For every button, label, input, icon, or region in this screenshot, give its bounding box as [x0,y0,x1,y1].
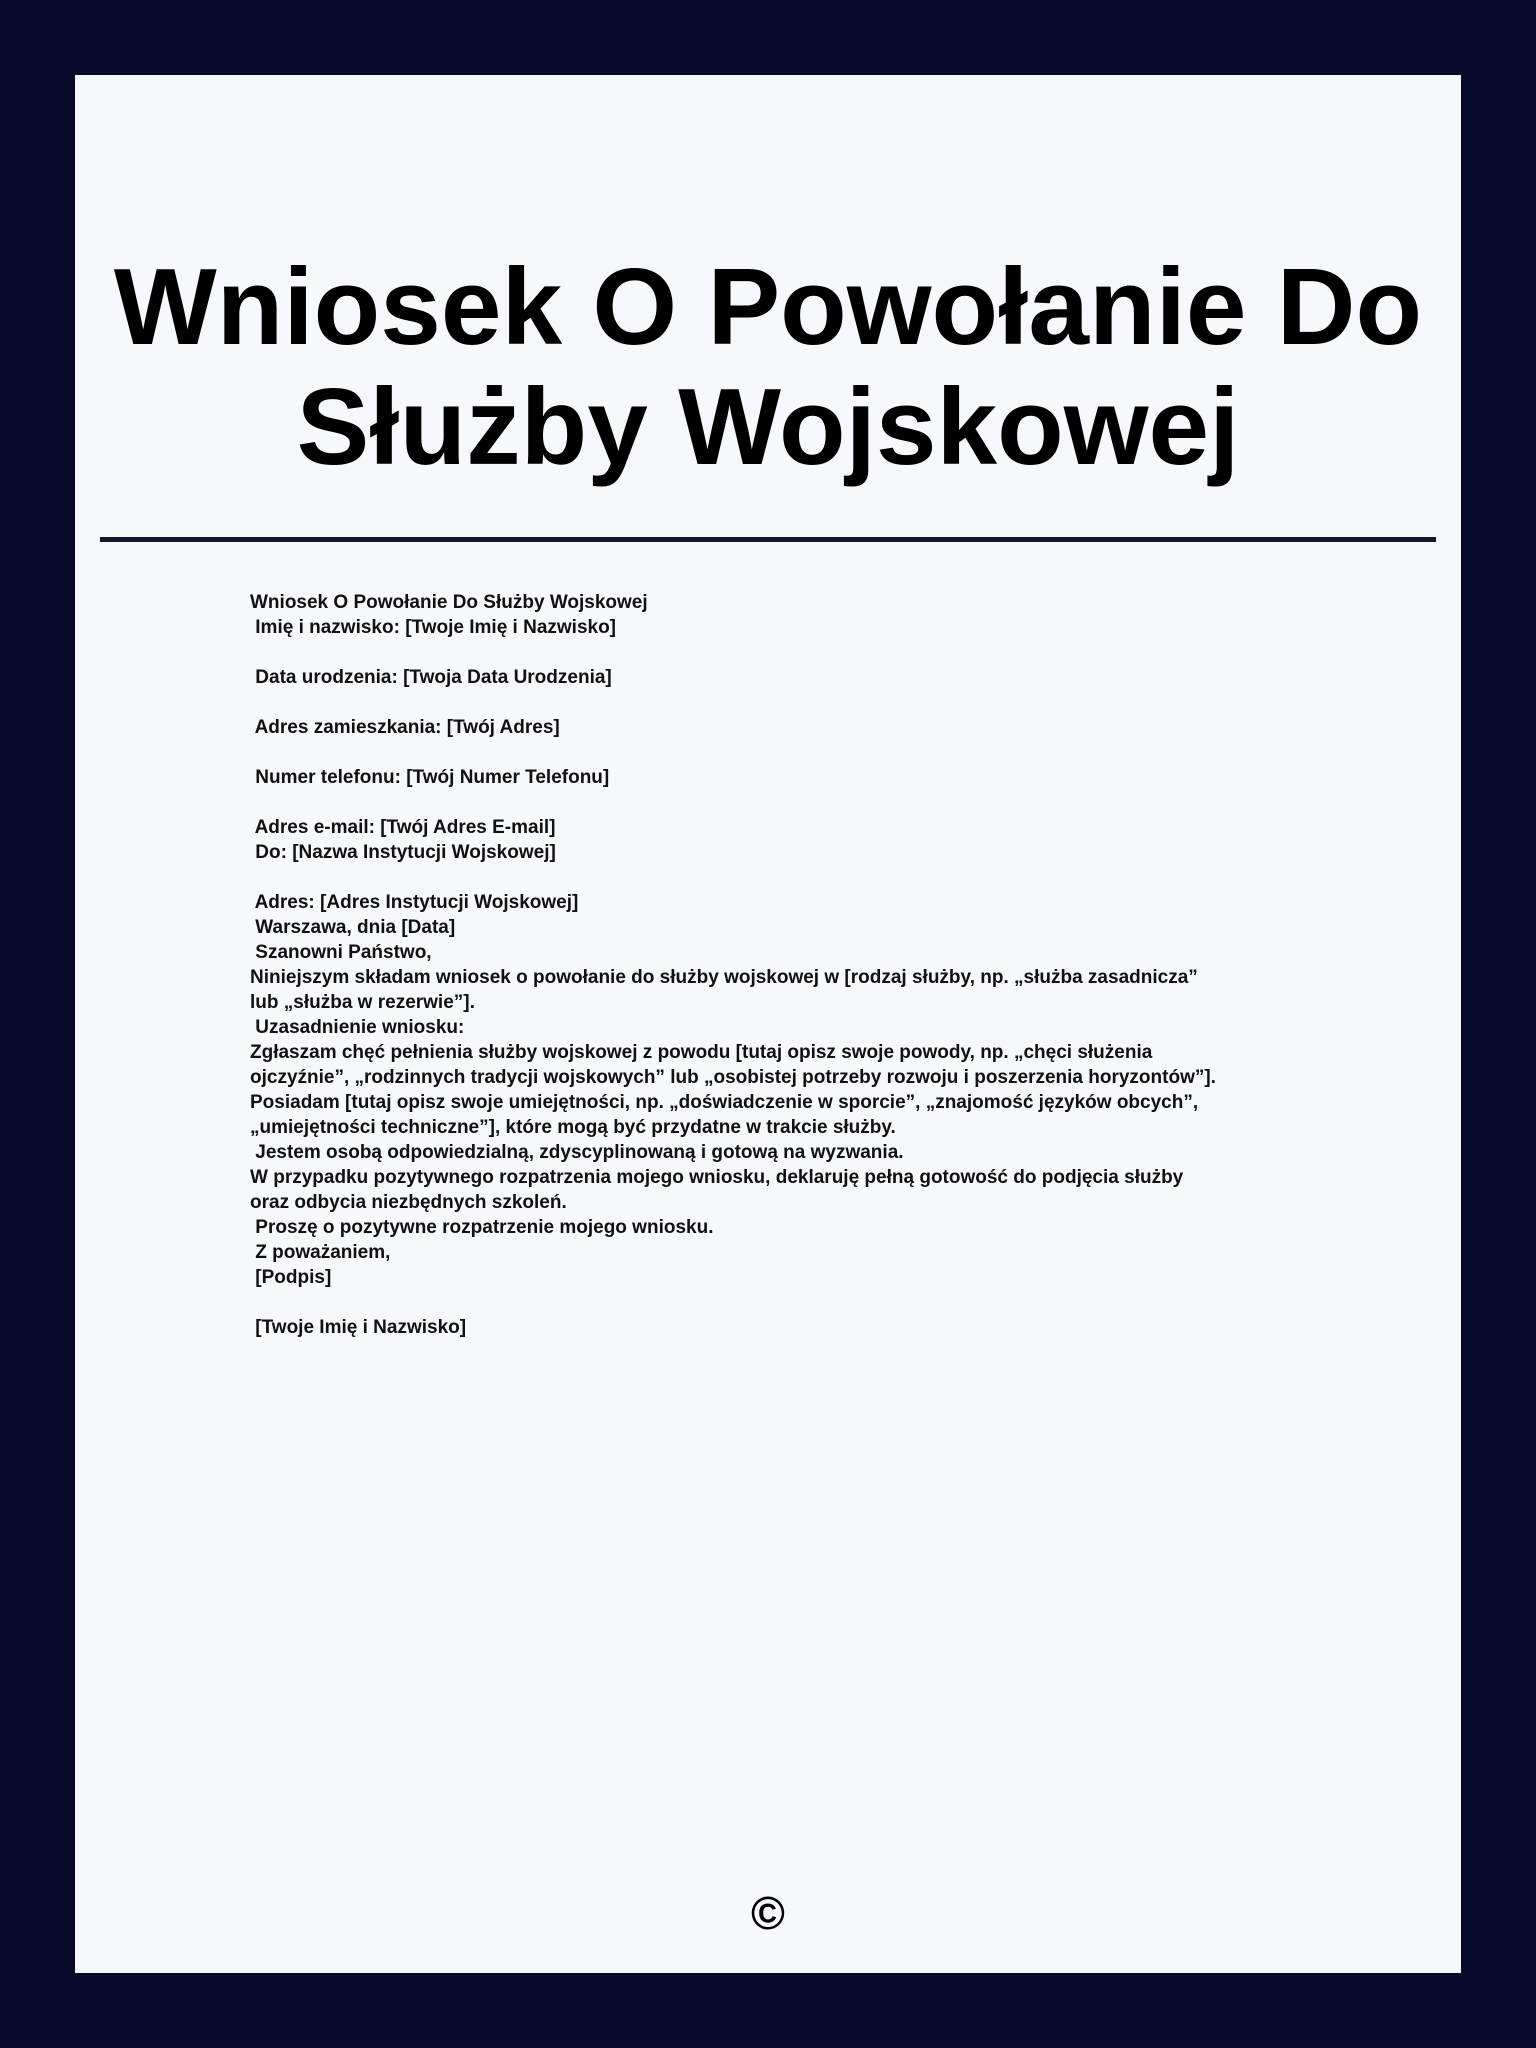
title-divider [100,537,1436,542]
letter-line: Numer telefonu: [Twój Numer Telefonu] [250,767,610,788]
letter-line: lub „służba w rezerwie”]. [250,992,475,1013]
copyright-icon: © [751,1887,785,1939]
blank-line [250,690,1360,715]
letter-line: „umiejętności techniczne”], które mogą być przydatne w trakcie służby. [250,1117,896,1138]
letter-line: Niniejszym składam wniosek o powołanie do służby wojskowej w [rodzaj służby, np. „służba zasadnicza” [250,967,1198,988]
letter-line: Proszę o pozytywne rozpatrzenie mojego wniosku. [250,1217,714,1238]
blank-line [250,640,1360,665]
page-title: Wniosek O Powołanie Do Służby Wojskowej [113,246,1423,488]
letter-line: Data urodzenia: [Twoja Data Urodzenia] [250,667,612,688]
letter-line: oraz odbycia niezbędnych szkoleń. [250,1192,567,1213]
letter-line: [Podpis] [250,1267,332,1288]
letter-body [250,590,1360,1340]
letter-line: Szanowni Państwo, [250,942,432,963]
document-page [75,75,1461,1973]
blank-line [250,1290,1360,1315]
blank-line [250,865,1360,890]
letter-line: Zgłaszam chęć pełnienia służby wojskowej z powodu [tutaj opisz swoje powody, np. „chęci służenia [250,1042,1153,1063]
letter-line: [Twoje Imię i Nazwisko] [250,1317,467,1338]
letter-line: Adres: [Adres Instytucji Wojskowej] [250,892,579,913]
letter-line: Jestem osobą odpowiedzialną, zdyscyplinowaną i gotową na wyzwania. [250,1142,904,1163]
letter-line: Uzasadnienie wniosku: [250,1017,465,1038]
letter-line: ojczyźnie”, „rodzinnych tradycji wojskowych” lub „osobistej potrzeby rozwoju i poszerzenia horyzontów”]. [250,1067,1216,1088]
blank-line [250,790,1360,815]
letter-line: Do: [Nazwa Instytucji Wojskowej] [250,842,556,863]
blank-line [250,740,1360,765]
letter-line: W przypadku pozytywnego rozpatrzenia mojego wniosku, deklaruję pełną gotowość do podjęcia służby [250,1167,1184,1188]
letter-line: Adres e-mail: [Twój Adres E-mail] [250,817,556,838]
letter-line: Imię i nazwisko: [Twoje Imię i Nazwisko] [250,617,617,638]
letter-line: Z poważaniem, [250,1242,391,1263]
letter-line: Wniosek O Powołanie Do Służby Wojskowej [250,592,648,613]
letter-line: Warszawa, dnia [Data] [250,917,456,938]
letter-line: Posiadam [tutaj opisz swoje umiejętności, np. „doświadczenie w sporcie”, „znajomość języków obcych”, [250,1092,1199,1113]
letter-line: Adres zamieszkania: [Twój Adres] [250,717,560,738]
